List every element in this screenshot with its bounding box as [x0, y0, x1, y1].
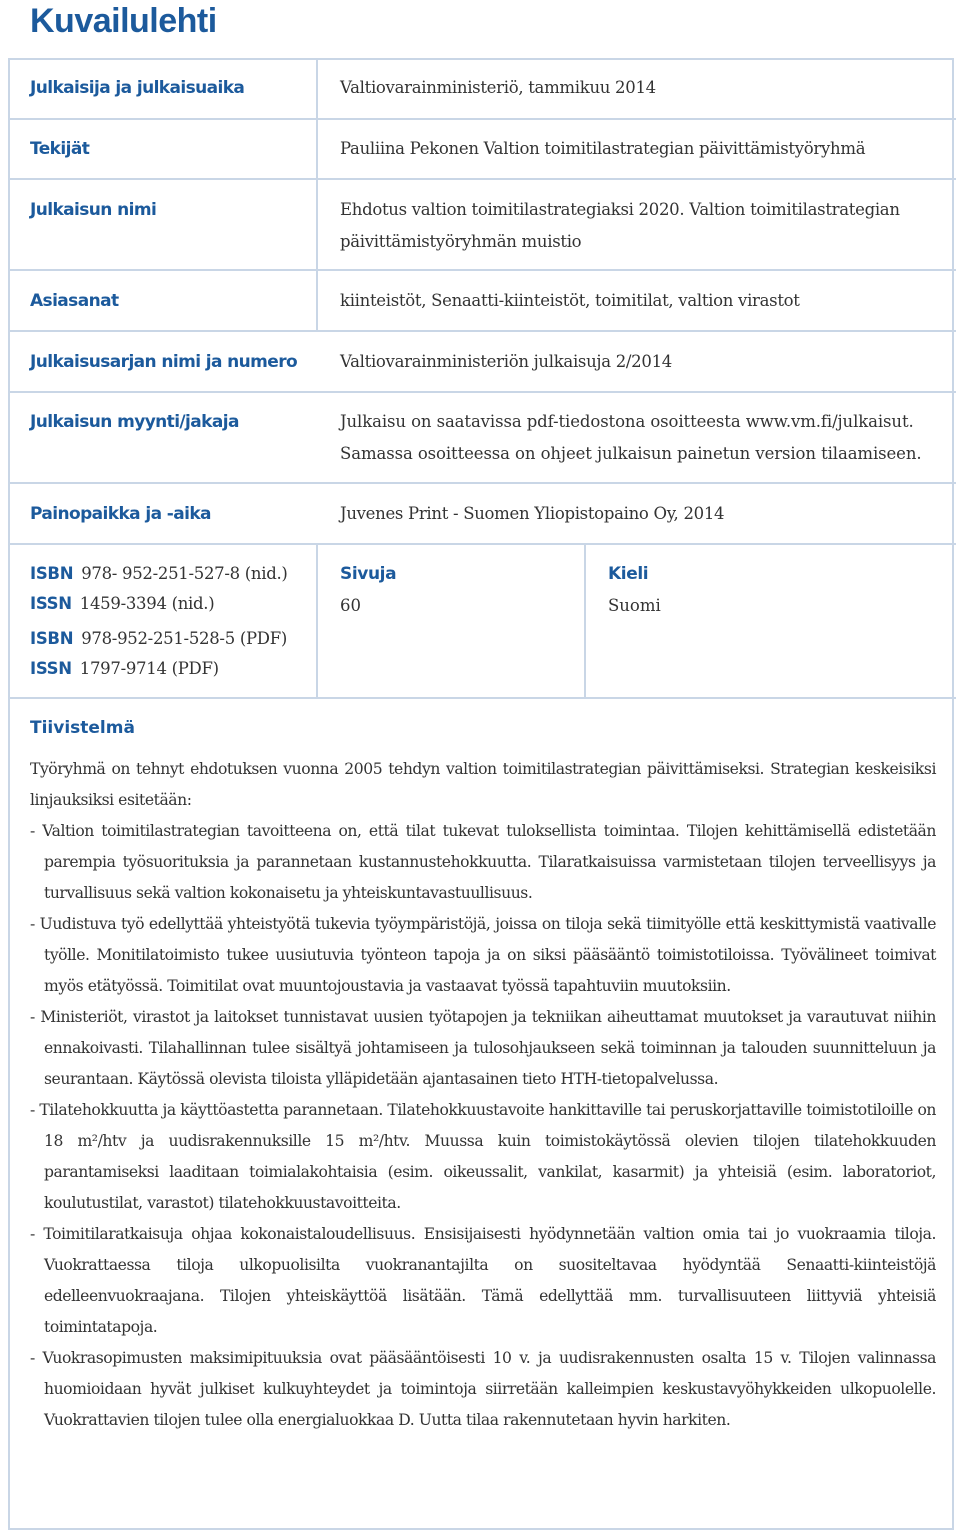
label-printing: Painopaikka ja -aika [30, 504, 211, 524]
row-divider [8, 330, 956, 332]
label-language: Kieli [608, 564, 649, 584]
row-divider [8, 118, 956, 120]
page-title: Kuvailulehti [30, 2, 217, 40]
label-publisher: Julkaisija ja julkaisuaika [30, 78, 245, 98]
abstract-item: - Ministeriöt, virastot ja laitokset tunnistavat uusien työtapojen ja tekniikan aiheuttamat muutokset ja varautuvat niihin ennakoivasti. Tilahallinnan tulee sisältyä johtamiseen ja tulosohjaukseen sekä toiminnan ja talouden suunnitteluun ja seurantaan. Käytössä olevista tiloista ylläpidetään ajantasainen tieto HTH-tietopalvelussa. [30, 1008, 936, 1088]
value-pages: 60 [340, 596, 361, 615]
label-authors: Tekijät [30, 139, 90, 159]
row-divider [8, 269, 956, 271]
label-series: Julkaisusarjan nimi ja numero [30, 352, 298, 372]
abstract-title: Tiivistelmä [30, 718, 135, 738]
value-publication-name [340, 194, 900, 258]
isbn-pdf [30, 629, 287, 648]
abstract-body [30, 754, 936, 1436]
value-authors: Pauliina Pekonen Valtion toimitilastrategian päivittämistyöryhmä [340, 139, 866, 158]
label-keywords: Asiasanat [30, 291, 119, 311]
value-language: Suomi [608, 596, 661, 615]
issn-print [30, 594, 214, 613]
identifier-value: 1459-3394 (nid.) [79, 594, 215, 613]
column-divider [316, 58, 318, 330]
column-divider [584, 543, 586, 697]
row-divider [8, 543, 956, 545]
abstract-item: - Uudistuva työ edellyttää yhteistyötä tukevia työympäristöjä, joissa on tiloja sekä tiimityölle että keskittymistä vaativalle työlle. Monitilatoimisto tukee uusiutuvia työnteon tapoja ja on siksi pääsääntö toimistotiloissa. Työvälineet toimivat myös etätyössä. Toimitilat ovat muuntojoustavia ja vastaavat työssä tapahtuviin muutoksiin. [30, 915, 936, 995]
identifier-value: 978- 952-251-527-8 (nid.) [81, 564, 288, 583]
identifier-key: ISBN [30, 564, 74, 583]
abstract-item: - Valtion toimitilastrategian tavoitteena on, että tilat tukevat tuloksellista toimintaa. Tilojen kehittämisellä edistetään parempia työsuorituksia ja parannetaan kustannustehokkuutta. Tilaratkaisuissa varmistetaan tilojen terveellisyys ja turvallisuus sekä valtion kokonaisetu ja yhteiskuntavastuullisuus. [30, 822, 936, 902]
value-line: Samassa osoitteessa on ohjeet julkaisun painetun version tilaamiseen. [340, 444, 922, 463]
row-divider [8, 178, 956, 180]
abstract-item: - Vuokrasopimusten maksimipituuksia ovat pääsääntöisesti 10 v. ja uudisrakennusten osalta 15 v. Tilojen valinnassa huomioidaan hyvät julkiset kulkuyhteydet ja toimintoja siirretään kalleimpien keskustavyöhykkeiden ulkopuolelle. Vuokrattavien tilojen tulee olla energialuokkaa D. Uutta tilaa rakennutetaan hyvin harkiten. [30, 1349, 936, 1429]
value-series: Valtiovarainministeriön julkaisuja 2/2014 [340, 352, 672, 371]
row-divider [8, 391, 956, 393]
value-distribution [340, 406, 922, 470]
column-divider [316, 543, 318, 697]
identifier-value: 1797-9714 (PDF) [79, 659, 219, 678]
identifier-key: ISBN [30, 629, 74, 648]
abstract-item: - Toimitilaratkaisuja ohjaa kokonaistaloudellisuus. Ensisijaisesti hyödynnetään valtion omia tai jo vuokraamia tiloja. Vuokrattaessa tiloja ulkopuolisilta vuokranantajilta on suositeltavaa hyödyntää Senaatti-kiinteistöjä edelleenvuokraajana. Tilojen yhteiskäyttöä lisätään. Tämä edellyttää mm. turvallisuuteen liittyviä yhteisiä toimintatapoja. [30, 1225, 936, 1336]
identifier-key: ISSN [30, 659, 72, 678]
row-divider [8, 482, 956, 484]
value-keywords: kiinteistöt, Senaatti-kiinteistöt, toimitilat, valtion virastot [340, 291, 800, 310]
value-publisher: Valtiovarainministeriö, tammikuu 2014 [340, 78, 656, 97]
isbn-print [30, 564, 288, 583]
label-pages: Sivuja [340, 564, 397, 584]
abstract-intro: Työryhmä on tehnyt ehdotuksen vuonna 2005 tehdyn valtion toimitilastrategian päivittämiseksi. Strategian keskeisiksi linjauksiksi esitetään: [30, 760, 936, 809]
abstract-item: - Tilatehokkuutta ja käyttöastetta parannetaan. Tilatehokkuustavoite hankittaville tai peruskorjattaville toimistotiloille on 18 m²/htv ja uudisrakennuksille 15 m²/htv. Muussa kuin toimistokäytössä olevien tilojen tilatehokkuuden parantamiseksi laaditaan toimialakohtaisia (esim. oikeussalit, vankilat, kasarmit) ja yhteisiä (esim. laboratoriot, koulutustilat, varastot) tilatehokkuustavoitteita. [30, 1101, 936, 1212]
label-distribution: Julkaisun myynti/jakaja [30, 412, 239, 432]
label-publication-name: Julkaisun nimi [30, 200, 157, 220]
row-divider [8, 697, 956, 699]
identifier-value: 978-952-251-528-5 (PDF) [81, 629, 287, 648]
issn-pdf [30, 659, 219, 678]
value-line: Ehdotus valtion toimitilastrategiaksi 2020. Valtion toimitilastrategian [340, 200, 900, 219]
value-line: Julkaisu on saatavissa pdf-tiedostona osoitteesta www.vm.fi/julkaisut. [340, 412, 914, 431]
identifier-key: ISSN [30, 594, 72, 613]
value-printing: Juvenes Print - Suomen Yliopistopaino Oy, 2014 [340, 504, 725, 523]
value-line: päivittämistyöryhmän muistio [340, 232, 582, 251]
